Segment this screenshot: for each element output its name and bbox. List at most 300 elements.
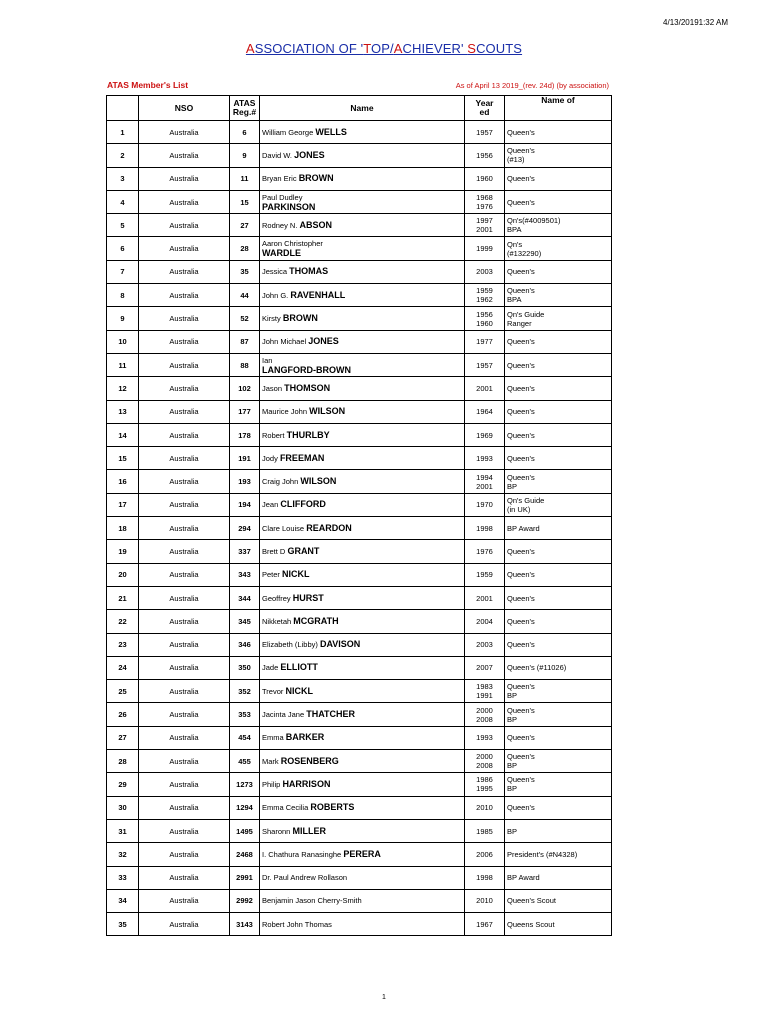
- nso-cell: Australia: [139, 517, 230, 540]
- col-header-name: Name: [260, 96, 465, 121]
- given-name: Mark: [262, 756, 279, 766]
- row-number: 19: [107, 540, 139, 563]
- table-row: [107, 377, 612, 400]
- surname: LANGFORD-BROWN: [262, 364, 351, 375]
- reg-number: 294: [230, 517, 260, 540]
- award-cell: Queen's Scout: [505, 889, 612, 912]
- row-number: 1: [107, 121, 139, 144]
- given-name: Clare Louise: [262, 523, 305, 533]
- row-number: 35: [107, 913, 139, 936]
- nso-cell: Australia: [139, 773, 230, 796]
- nso-cell: Australia: [139, 284, 230, 307]
- reg-number: 352: [230, 680, 260, 703]
- given-name: Dr. Paul Andrew Rollason: [262, 873, 348, 883]
- reg-number: 3143: [230, 913, 260, 936]
- surname: CLIFFORD: [280, 499, 326, 510]
- surname: REARDON: [306, 522, 352, 533]
- surname: PARKINSON: [262, 201, 316, 212]
- reg-number: 27: [230, 214, 260, 237]
- year-cell: 1970: [465, 493, 505, 516]
- table-row: [107, 517, 612, 540]
- reg-number: 454: [230, 726, 260, 749]
- member-name: [260, 726, 465, 749]
- row-number: 7: [107, 260, 139, 283]
- award-cell: BP: [505, 819, 612, 842]
- table-row: [107, 796, 612, 819]
- nso-cell: Australia: [139, 656, 230, 679]
- nso-cell: Australia: [139, 680, 230, 703]
- award-cell: Queen's: [505, 377, 612, 400]
- surname: NICKL: [285, 685, 313, 696]
- member-name: [260, 307, 465, 330]
- given-name: Emma: [262, 733, 284, 743]
- member-name: [260, 493, 465, 516]
- row-number: 18: [107, 517, 139, 540]
- reg-number: 2468: [230, 843, 260, 866]
- award-cell: Queen's: [505, 610, 612, 633]
- member-name: [260, 167, 465, 190]
- member-name: [260, 656, 465, 679]
- nso-cell: Australia: [139, 703, 230, 726]
- award-cell: Qn's (#132290): [505, 237, 612, 260]
- table-row: [107, 353, 612, 376]
- title-initial-t: T: [363, 41, 371, 56]
- award-cell: Queen's: [505, 447, 612, 470]
- member-name: [260, 750, 465, 773]
- table-row: [107, 843, 612, 866]
- year-cell: 1999: [465, 237, 505, 260]
- given-name: David W.: [262, 150, 293, 160]
- year-cell: 1959: [465, 563, 505, 586]
- reg-number: 350: [230, 656, 260, 679]
- table-row: [107, 726, 612, 749]
- reg-number: 178: [230, 423, 260, 446]
- award-cell: Queen's: [505, 423, 612, 446]
- year-cell: 1986 1995: [465, 773, 505, 796]
- award-cell: Queen's BP: [505, 680, 612, 703]
- table-row: [107, 773, 612, 796]
- award-cell: Queen's BP: [505, 703, 612, 726]
- year-cell: 1998: [465, 866, 505, 889]
- surname: BARKER: [285, 732, 325, 743]
- reg-number: 2992: [230, 889, 260, 912]
- nso-cell: Australia: [139, 330, 230, 353]
- member-name: [260, 377, 465, 400]
- member-name: [260, 540, 465, 563]
- year-cell: 1968 1976: [465, 190, 505, 213]
- title-part: COUTS: [476, 41, 523, 56]
- table-row: [107, 540, 612, 563]
- given-name: Maurice John: [262, 407, 308, 417]
- row-number: 23: [107, 633, 139, 656]
- title-initial-a2: A: [393, 41, 403, 56]
- row-number: 2: [107, 144, 139, 167]
- row-number: 10: [107, 330, 139, 353]
- table-row: [107, 121, 612, 144]
- given-name: Jacinta Jane: [262, 710, 305, 720]
- col-header-nso: NSO: [139, 96, 230, 121]
- award-cell: Queen's BP: [505, 773, 612, 796]
- year-cell: 1959 1962: [465, 284, 505, 307]
- row-number: 14: [107, 423, 139, 446]
- member-name: [260, 819, 465, 842]
- year-cell: 2001: [465, 377, 505, 400]
- table-row: [107, 214, 612, 237]
- year-cell: 1967: [465, 913, 505, 936]
- nso-cell: Australia: [139, 423, 230, 446]
- year-cell: 1964: [465, 400, 505, 423]
- table-row: [107, 680, 612, 703]
- member-name: [260, 260, 465, 283]
- member-name: [260, 703, 465, 726]
- surname: ABSON: [299, 219, 333, 230]
- members-table: [106, 95, 612, 936]
- given-name: Nikketah: [262, 616, 292, 626]
- year-cell: 1976: [465, 540, 505, 563]
- member-name: [260, 470, 465, 493]
- surname: MCGRATH: [293, 615, 339, 626]
- surname: HURST: [292, 592, 324, 603]
- surname: DAVISON: [319, 639, 361, 650]
- award-cell: Queen's: [505, 563, 612, 586]
- row-number: 20: [107, 563, 139, 586]
- document-title: [0, 41, 768, 56]
- surname: BROWN: [298, 173, 334, 184]
- given-name: Jason: [262, 383, 283, 393]
- member-name: [260, 843, 465, 866]
- member-name: [260, 190, 465, 213]
- reg-number: 11: [230, 167, 260, 190]
- reg-number: 177: [230, 400, 260, 423]
- year-cell: 2000 2008: [465, 703, 505, 726]
- year-cell: 1977: [465, 330, 505, 353]
- nso-cell: Australia: [139, 563, 230, 586]
- member-name: [260, 773, 465, 796]
- reg-number: 194: [230, 493, 260, 516]
- surname: WILSON: [309, 406, 346, 417]
- col-header-year: Year ed: [465, 96, 505, 121]
- title-part: CHIEVER': [402, 41, 468, 56]
- surname: HARRISON: [282, 778, 331, 789]
- row-number: 21: [107, 586, 139, 609]
- surname: ROBERTS: [310, 802, 355, 813]
- timestamp: 4/13/20191:32 AM: [663, 18, 728, 27]
- given-name: I. Chathura Ranasinghe: [262, 849, 342, 859]
- surname: WARDLE: [262, 248, 301, 259]
- year-cell: 2010: [465, 796, 505, 819]
- year-cell: 1957: [465, 121, 505, 144]
- reg-number: 15: [230, 190, 260, 213]
- given-name: Robert John Thomas: [262, 919, 332, 929]
- member-name: [260, 284, 465, 307]
- reg-number: 337: [230, 540, 260, 563]
- award-cell: Queen's: [505, 330, 612, 353]
- member-name: [260, 913, 465, 936]
- award-cell: Queens Scout: [505, 913, 612, 936]
- member-name: [260, 144, 465, 167]
- member-name: [260, 400, 465, 423]
- row-number: 26: [107, 703, 139, 726]
- nso-cell: Australia: [139, 913, 230, 936]
- reg-number: 353: [230, 703, 260, 726]
- row-number: 4: [107, 190, 139, 213]
- given-name: Robert: [262, 430, 285, 440]
- member-name: [260, 610, 465, 633]
- surname: MILLER: [292, 825, 326, 836]
- nso-cell: Australia: [139, 237, 230, 260]
- title-part: OP/: [371, 41, 394, 56]
- member-name: [260, 330, 465, 353]
- nso-cell: Australia: [139, 470, 230, 493]
- member-name: [260, 121, 465, 144]
- reg-number: 455: [230, 750, 260, 773]
- given-name: Jessica: [262, 267, 288, 277]
- table-row: [107, 889, 612, 912]
- member-name: [260, 237, 465, 260]
- table-row: [107, 330, 612, 353]
- row-number: 30: [107, 796, 139, 819]
- col-header-number: [107, 96, 139, 121]
- member-name: [260, 796, 465, 819]
- table-row: [107, 284, 612, 307]
- table-row: [107, 260, 612, 283]
- row-number: 13: [107, 400, 139, 423]
- reg-number: 193: [230, 470, 260, 493]
- nso-cell: Australia: [139, 493, 230, 516]
- row-number: 8: [107, 284, 139, 307]
- reg-number: 1273: [230, 773, 260, 796]
- award-cell: President's (#N4328): [505, 843, 612, 866]
- nso-cell: Australia: [139, 353, 230, 376]
- table-row: [107, 493, 612, 516]
- nso-cell: Australia: [139, 796, 230, 819]
- year-cell: 2006: [465, 843, 505, 866]
- table-row: [107, 819, 612, 842]
- nso-cell: Australia: [139, 633, 230, 656]
- page-number: 1: [382, 994, 386, 1001]
- given-name: Brett D: [262, 546, 286, 556]
- table-row: [107, 470, 612, 493]
- given-name: Trevor: [262, 686, 284, 696]
- col-header-award: Name of: [505, 96, 612, 121]
- table-row: [107, 563, 612, 586]
- award-cell: Queen's BP: [505, 750, 612, 773]
- given-name: Jade: [262, 663, 279, 673]
- award-cell: Queen's: [505, 796, 612, 819]
- surname: WELLS: [315, 126, 347, 137]
- nso-cell: Australia: [139, 726, 230, 749]
- reg-number: 6: [230, 121, 260, 144]
- given-name: Geoffrey: [262, 593, 291, 603]
- year-cell: 2000 2008: [465, 750, 505, 773]
- given-name: Elizabeth (Libby): [262, 640, 318, 650]
- table-row: [107, 866, 612, 889]
- year-cell: 2010: [465, 889, 505, 912]
- row-number: 6: [107, 237, 139, 260]
- award-cell: Queen's (#11026): [505, 656, 612, 679]
- given-name: John Michael: [262, 337, 307, 347]
- member-name: [260, 353, 465, 376]
- year-cell: 1956: [465, 144, 505, 167]
- member-name: [260, 680, 465, 703]
- row-number: 15: [107, 447, 139, 470]
- row-number: 22: [107, 610, 139, 633]
- table-row: [107, 237, 612, 260]
- reg-number: 346: [230, 633, 260, 656]
- row-number: 11: [107, 353, 139, 376]
- award-cell: Queen's: [505, 121, 612, 144]
- reg-number: 44: [230, 284, 260, 307]
- surname: ROSENBERG: [280, 755, 339, 766]
- member-name: [260, 517, 465, 540]
- nso-cell: Australia: [139, 400, 230, 423]
- given-name: Jody: [262, 453, 278, 463]
- award-cell: Queen's: [505, 353, 612, 376]
- nso-cell: Australia: [139, 260, 230, 283]
- table-row: [107, 400, 612, 423]
- surname: THOMAS: [289, 266, 329, 277]
- year-cell: 1969: [465, 423, 505, 446]
- award-cell: Qn's Guide (in UK): [505, 493, 612, 516]
- row-number: 34: [107, 889, 139, 912]
- award-cell: Queen's: [505, 167, 612, 190]
- given-name: Emma Cecilia: [262, 803, 309, 813]
- table-row: [107, 913, 612, 936]
- nso-cell: Australia: [139, 586, 230, 609]
- surname: RAVENHALL: [290, 289, 346, 300]
- reg-number: 9: [230, 144, 260, 167]
- table-row: [107, 307, 612, 330]
- nso-cell: Australia: [139, 167, 230, 190]
- reg-number: 102: [230, 377, 260, 400]
- table-body: [107, 121, 612, 936]
- nso-cell: Australia: [139, 144, 230, 167]
- table-row: [107, 144, 612, 167]
- surname: WILSON: [300, 476, 337, 487]
- member-name: [260, 633, 465, 656]
- given-name: Bryan Eric: [262, 174, 297, 184]
- title-part: SSOCIATION OF ': [254, 41, 364, 56]
- row-number: 28: [107, 750, 139, 773]
- year-cell: 1994 2001: [465, 470, 505, 493]
- row-number: 3: [107, 167, 139, 190]
- award-cell: Queen's: [505, 260, 612, 283]
- given-name: Sharonn: [262, 826, 291, 836]
- surname: THATCHER: [306, 709, 356, 720]
- reg-number: 1294: [230, 796, 260, 819]
- nso-cell: Australia: [139, 750, 230, 773]
- year-cell: 1983 1991: [465, 680, 505, 703]
- award-cell: BP Award: [505, 517, 612, 540]
- nso-cell: Australia: [139, 121, 230, 144]
- year-cell: 1960: [465, 167, 505, 190]
- reg-number: 343: [230, 563, 260, 586]
- table-row: [107, 750, 612, 773]
- given-name: Kirsty: [262, 314, 281, 324]
- row-number: 33: [107, 866, 139, 889]
- surname: THURLBY: [286, 429, 330, 440]
- year-cell: 2003: [465, 260, 505, 283]
- row-number: 5: [107, 214, 139, 237]
- year-cell: 2001: [465, 586, 505, 609]
- nso-cell: Australia: [139, 843, 230, 866]
- col-header-reg: ATAS Reg.#: [230, 96, 260, 121]
- surname: JONES: [308, 336, 339, 347]
- surname: ELLIOTT: [280, 662, 318, 673]
- table-header-row: [107, 96, 612, 121]
- year-cell: 1998: [465, 517, 505, 540]
- reg-number: 2991: [230, 866, 260, 889]
- year-cell: 1957: [465, 353, 505, 376]
- nso-cell: Australia: [139, 610, 230, 633]
- nso-cell: Australia: [139, 214, 230, 237]
- row-number: 25: [107, 680, 139, 703]
- award-cell: Queen's: [505, 190, 612, 213]
- given-name: Peter: [262, 570, 280, 580]
- row-number: 12: [107, 377, 139, 400]
- row-number: 9: [107, 307, 139, 330]
- award-cell: Queen's: [505, 586, 612, 609]
- row-number: 17: [107, 493, 139, 516]
- award-cell: Qn's(#4009501) BPA: [505, 214, 612, 237]
- given-name: Rodney N.: [262, 220, 298, 230]
- given-name: William George: [262, 127, 314, 137]
- surname: PERERA: [343, 848, 381, 859]
- row-number: 27: [107, 726, 139, 749]
- row-number: 32: [107, 843, 139, 866]
- member-name: [260, 423, 465, 446]
- award-cell: Queen's BP: [505, 470, 612, 493]
- nso-cell: Australia: [139, 889, 230, 912]
- reg-number: 28: [230, 237, 260, 260]
- surname: BROWN: [282, 313, 318, 324]
- row-number: 16: [107, 470, 139, 493]
- table-row: [107, 167, 612, 190]
- member-name: [260, 586, 465, 609]
- row-number: 31: [107, 819, 139, 842]
- award-cell: Qn's Guide Ranger: [505, 307, 612, 330]
- year-cell: 2007: [465, 656, 505, 679]
- given-name: Ian: [262, 355, 273, 365]
- reg-number: 52: [230, 307, 260, 330]
- nso-cell: Australia: [139, 377, 230, 400]
- table-row: [107, 586, 612, 609]
- member-name: [260, 866, 465, 889]
- reg-number: 1495: [230, 819, 260, 842]
- reg-number: 191: [230, 447, 260, 470]
- member-name: [260, 563, 465, 586]
- list-label: ATAS Member's List: [107, 80, 189, 90]
- reg-number: 345: [230, 610, 260, 633]
- nso-cell: Australia: [139, 819, 230, 842]
- award-cell: Queen's: [505, 400, 612, 423]
- table-row: [107, 610, 612, 633]
- year-cell: 2004: [465, 610, 505, 633]
- given-name: Craig John: [262, 477, 299, 487]
- reg-number: 88: [230, 353, 260, 376]
- table-row: [107, 633, 612, 656]
- year-cell: 1997 2001: [465, 214, 505, 237]
- reg-number: 87: [230, 330, 260, 353]
- given-name: John G.: [262, 290, 289, 300]
- table-row: [107, 703, 612, 726]
- surname: THOMSON: [284, 382, 331, 393]
- table-row: [107, 190, 612, 213]
- title-initial-s: S: [467, 41, 477, 56]
- given-name: Aaron Christopher: [262, 239, 323, 249]
- table-row: [107, 656, 612, 679]
- year-cell: 2003: [465, 633, 505, 656]
